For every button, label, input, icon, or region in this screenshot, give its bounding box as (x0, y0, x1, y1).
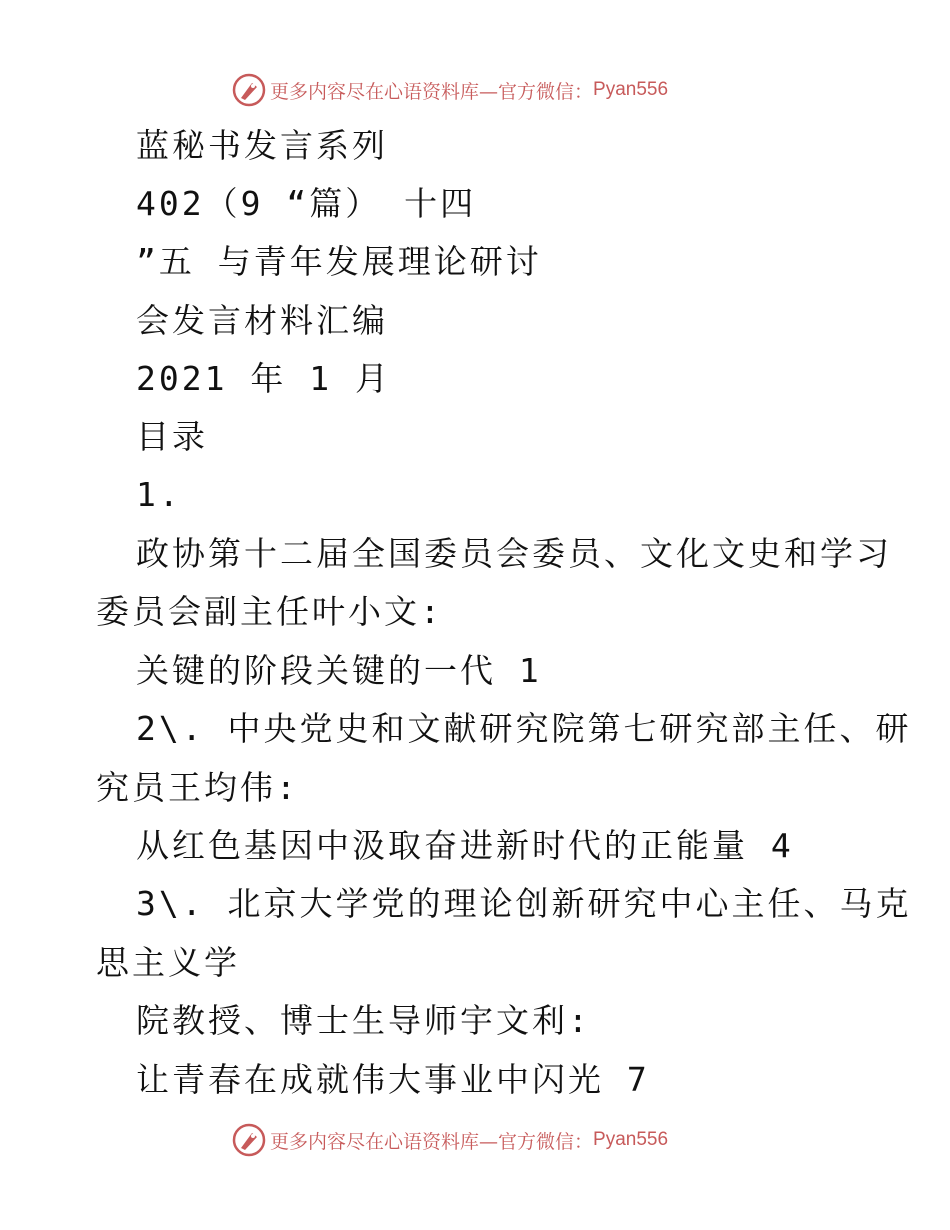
header-watermark (232, 70, 752, 110)
watermark-wechat-id: Pyan556 (593, 79, 669, 100)
toc-item-1-number: 1. (136, 475, 182, 514)
doc-line-issue: 402（9 “篇） 十四 (136, 184, 477, 223)
watermark-brand-text: 更多内容尽在心语资料库—官方微信： (270, 1130, 594, 1153)
footer-watermark (232, 1120, 752, 1160)
toc-item-1-title: 关键的阶段关键的一代 1 (136, 651, 542, 690)
toc-item-2-author-line-2: 究员王均伟: (96, 768, 299, 807)
toc-item-2-author-line-1: 2\. 中央党史和文献研究院第七研究部主任、研 (136, 709, 912, 748)
watermark-brand-text: 更多内容尽在心语资料库—官方微信： (270, 80, 594, 103)
doc-line-date: 2021 年 1 月 (136, 359, 391, 398)
toc-item-1-author-line-2: 委员会副主任叶小文: (96, 592, 443, 631)
toc-item-3-title: 让青春在成就伟大事业中闪光 7 (136, 1060, 650, 1099)
doc-line-series-title: 蓝秘书发言系列 (136, 126, 388, 165)
toc-heading: 目录 (136, 417, 208, 456)
toc-item-1-author-line-1: 政协第十二届全国委员会委员、文化文史和学习 (136, 534, 892, 573)
pen-nib-logo-icon (232, 1123, 266, 1157)
toc-item-3-author-line-3: 院教授、博士生导师宇文利: (136, 1001, 591, 1040)
watermark-wechat-id: Pyan556 (593, 1129, 669, 1150)
toc-item-3-author-line-1: 3\. 北京大学党的理论创新研究中心主任、马克 (136, 884, 912, 923)
toc-item-2-title: 从红色基因中汲取奋进新时代的正能量 4 (136, 826, 794, 865)
doc-line-compilation: 会发言材料汇编 (136, 301, 388, 340)
pen-nib-logo-icon (232, 73, 266, 107)
toc-item-3-author-line-2: 思主义学 (96, 943, 240, 982)
doc-line-subject: ”五 与青年发展理论研讨 (136, 242, 542, 281)
